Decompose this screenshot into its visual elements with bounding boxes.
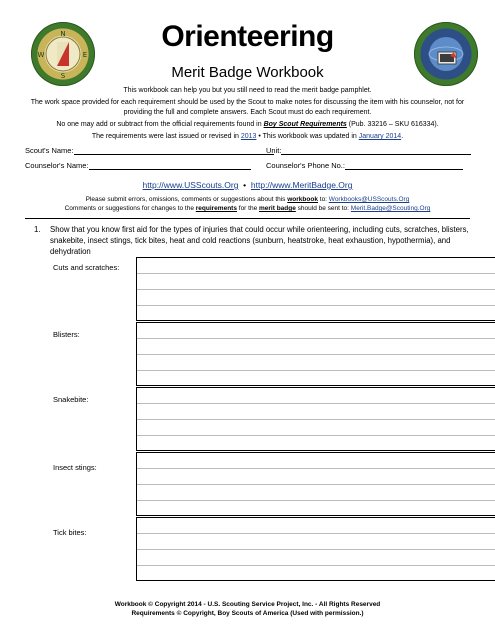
comments-line-1-pre: Please submit errors, omissions, comments or suggestions about this	[85, 196, 288, 203]
answer-label: Tick bites:	[53, 528, 87, 537]
comments-line-1	[20, 195, 475, 204]
answer-line[interactable]	[137, 306, 495, 322]
answer-line[interactable]	[137, 550, 495, 566]
answer-line[interactable]	[137, 355, 495, 371]
comments-line-2-bold-1: requirements	[195, 205, 237, 212]
section-divider	[25, 218, 470, 219]
scout-name-line[interactable]	[74, 146, 274, 155]
svg-text:N: N	[60, 30, 66, 38]
answer-box[interactable]	[136, 517, 495, 581]
intro-line-3-post: (Pub. 33216 – SKU 616334).	[346, 121, 439, 128]
footer-copyright-workbook: Workbook © Copyright 2014 - U.S. Scouting Service Project, Inc. - All Rights Reserved	[114, 601, 381, 608]
answer-line[interactable]	[137, 258, 495, 274]
intro-line-4-mid: • This workbook was updated in	[256, 133, 359, 140]
counselor-name-line[interactable]	[89, 161, 251, 170]
intro-line-4	[30, 132, 465, 142]
page-title: Orienteering	[161, 20, 334, 53]
counselor-phone-line[interactable]	[345, 161, 463, 170]
answer-label: Blisters:	[53, 330, 80, 339]
links-separator: •	[243, 180, 247, 190]
comments-line-2-mid-2: should be sent to:	[295, 205, 351, 212]
svg-text:E: E	[82, 51, 88, 59]
counselor-phone-field[interactable]	[266, 161, 463, 170]
unit-label: Unit:	[266, 146, 282, 155]
comments-line-2	[20, 204, 475, 213]
answer-line[interactable]	[137, 339, 495, 355]
usscouts-link[interactable]: http://www.USScouts.Org	[142, 180, 239, 190]
answer-section-cuts	[50, 257, 460, 322]
answer-label: Cuts and scratches:	[53, 263, 120, 272]
intro-line-4-pre: The requirements were last issued or revised in	[91, 133, 241, 140]
answer-box[interactable]	[136, 387, 495, 451]
intro-line-1: This workbook can help you but you still need to read the merit badge pamphlet.	[123, 87, 372, 94]
scout-name-field[interactable]	[25, 146, 274, 155]
answer-line[interactable]	[137, 534, 495, 550]
comments-line-2-bold-2: merit badge	[259, 205, 296, 212]
answer-box[interactable]	[136, 322, 495, 386]
answer-line[interactable]	[137, 469, 495, 485]
answer-section-insect-stings	[50, 452, 460, 517]
svg-text:W: W	[37, 51, 45, 59]
revision-year: 2013	[240, 133, 257, 140]
intro-line-2: The work space provided for each requirement should be used by the Scout to make notes for discussing the item with his counselor, not for providing the full and complete answers. Each Scout must do each requirement.	[30, 99, 465, 116]
boy-scout-requirements-ref: Boy Scout Requirements	[263, 121, 347, 128]
name-unit-row	[25, 146, 475, 158]
counselor-row	[25, 161, 475, 173]
workbooks-email-link[interactable]: Workbooks@USScouts.Org	[328, 196, 410, 203]
comments-line-2-mid: for the	[236, 205, 259, 212]
footer	[0, 600, 495, 618]
scout-name-label: Scout's Name:	[25, 146, 74, 155]
answer-line[interactable]	[137, 518, 495, 534]
comments-line-1-bold: workbook	[287, 196, 318, 203]
comments-line-2-pre: Comments or suggestions for changes to the	[64, 205, 196, 212]
answer-label: Insect stings:	[53, 463, 97, 472]
counselor-name-field[interactable]	[25, 161, 251, 170]
merit-badge-email-link[interactable]: Merit.Badge@Scouting.Org	[350, 205, 431, 212]
requirement-1	[34, 224, 474, 257]
answer-line[interactable]	[137, 420, 495, 436]
answer-box[interactable]	[136, 452, 495, 516]
answer-label: Snakebite:	[53, 395, 89, 404]
meritbadge-link[interactable]: http://www.MeritBadge.Org	[250, 180, 353, 190]
counselor-phone-label: Counselor's Phone No.:	[266, 161, 345, 170]
comments-line-1-mid: to:	[317, 196, 329, 203]
answer-section-snakebite	[50, 387, 460, 452]
answer-section-tick-bites	[50, 517, 460, 582]
answer-line[interactable]	[137, 274, 495, 290]
counselor-name-label: Counselor's Name:	[25, 161, 89, 170]
update-date: January 2014	[358, 133, 402, 140]
unit-field[interactable]	[266, 146, 471, 155]
footer-copyright-requirements: Requirements © Copyright, Boy Scouts of America (Used with permission.)	[131, 610, 364, 617]
answer-line[interactable]	[137, 453, 495, 469]
intro-line-3-pre: No one may add or subtract from the official requirements found in	[56, 121, 264, 128]
answer-line[interactable]	[137, 404, 495, 420]
intro-line-4-end: .	[401, 133, 404, 140]
unit-line[interactable]	[281, 146, 471, 155]
answer-line[interactable]	[137, 485, 495, 501]
links-row	[0, 180, 495, 190]
svg-text:S: S	[60, 72, 66, 80]
requirement-number: 1.	[34, 225, 41, 234]
answer-line[interactable]	[137, 290, 495, 306]
answer-section-blisters	[50, 322, 460, 387]
comments-block	[20, 195, 475, 213]
answer-line[interactable]	[137, 566, 495, 582]
answer-box[interactable]	[136, 257, 495, 321]
intro-block	[30, 86, 465, 144]
answer-line[interactable]	[137, 436, 495, 452]
answer-line[interactable]	[137, 323, 495, 339]
answer-line[interactable]	[137, 371, 495, 387]
page-subtitle: Merit Badge Workbook	[171, 64, 324, 81]
requirement-text: Show that you know first aid for the types of injuries that could occur while orienteering, including cuts, scratches, blisters, snakebite, insect stings, tick bites, heat and cold reactions (sunburn, heatstroke, heat exhaustion, hypothermia), and dehydration	[50, 225, 469, 256]
answer-line[interactable]	[137, 388, 495, 404]
answer-grid	[50, 257, 460, 582]
answer-line[interactable]	[137, 501, 495, 517]
intro-line-3	[30, 120, 465, 130]
